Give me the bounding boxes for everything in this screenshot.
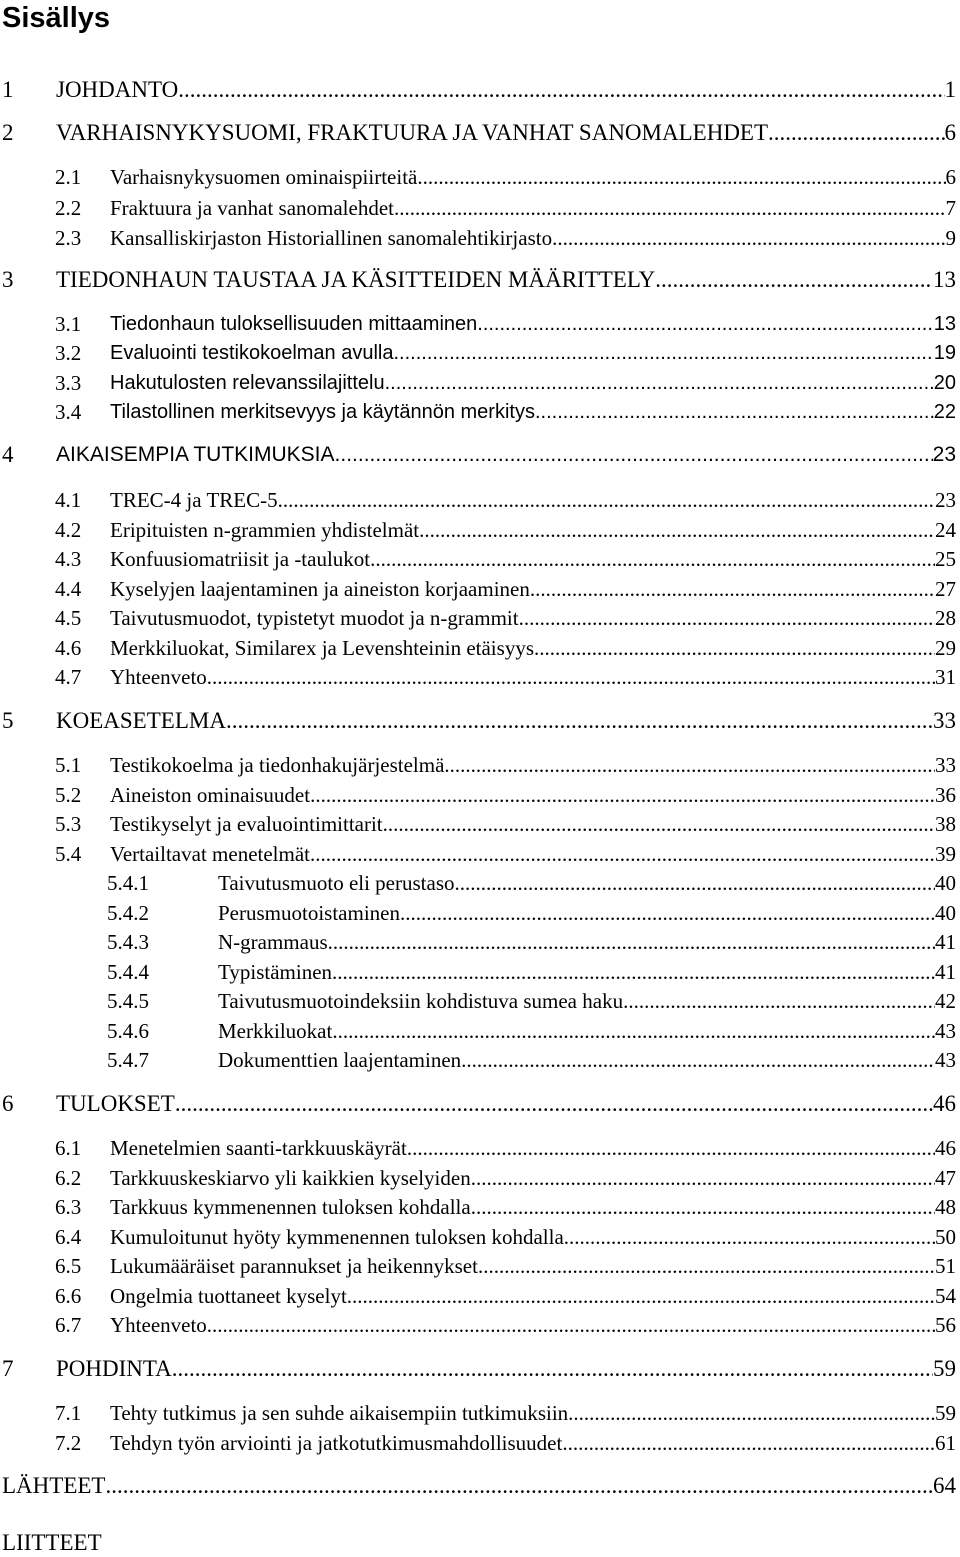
- toc-entry-section[interactable]: [0, 604, 956, 632]
- toc-number: 4.4: [55, 577, 82, 601]
- toc-page-number: 50: [935, 1225, 956, 1249]
- toc-page-number: 42: [935, 989, 956, 1013]
- toc-page-number: 6: [945, 165, 956, 189]
- toc-title: Hakutulosten relevanssilajittelu: [110, 372, 385, 394]
- toc-page-number: 33: [933, 708, 956, 733]
- toc-page-number: 24: [935, 518, 956, 542]
- toc-title: Testikokoelma ja tiedonhakujärjestelmä: [110, 753, 445, 777]
- toc-page-number: 56: [935, 1313, 956, 1337]
- toc-title: Taivutusmuodot, typistetyt muodot ja n-grammit: [110, 606, 519, 630]
- toc-entry-section[interactable]: [0, 663, 956, 691]
- dot-leader: [471, 1193, 935, 1221]
- dot-leader: [530, 575, 935, 603]
- toc-title: Konfuusiomatriisit ja -taulukot: [110, 547, 371, 571]
- toc-number: 3: [2, 267, 14, 292]
- toc-title: VARHAISNYKYSUOMI, FRAKTUURA JA VANHAT SANOMALEHDET: [56, 120, 769, 145]
- dot-leader: [519, 604, 935, 632]
- toc-title: Yhteenveto: [110, 665, 207, 689]
- toc-number: 5.1: [55, 753, 82, 777]
- dot-leader: [552, 224, 945, 252]
- toc-title: Tarkkuus kymmenennen tuloksen kohdalla: [110, 1195, 471, 1219]
- dot-leader: [207, 663, 935, 691]
- toc-entry-subsection[interactable]: [0, 869, 956, 897]
- toc-title: N-grammaus: [218, 930, 328, 954]
- toc-title: Tiedonhaun tuloksellisuuden mittaaminen: [110, 313, 478, 335]
- toc-page-number: 29: [935, 636, 956, 660]
- toc-number: 4.1: [55, 488, 82, 512]
- toc-title: Fraktuura ja vanhat sanomalehdet: [110, 196, 394, 220]
- toc-number: 7.1: [55, 1401, 82, 1425]
- toc-title: Taivutusmuotoindeksiin kohdistuva sumea haku: [218, 989, 624, 1013]
- dot-leader: [478, 1252, 935, 1280]
- toc-title: Eripituisten n-grammien yhdistelmät: [110, 518, 420, 542]
- toc-number: 6.5: [55, 1254, 82, 1278]
- toc-entry-chapter[interactable]: [0, 1090, 956, 1118]
- dot-leader: [105, 1472, 933, 1500]
- toc-entry-subsection[interactable]: [0, 899, 956, 927]
- toc-number: 4: [2, 442, 14, 467]
- toc-number: 6.7: [55, 1313, 82, 1337]
- toc-title: LIITTEET: [2, 1530, 102, 1555]
- toc-number: 6: [2, 1091, 14, 1116]
- toc-page-number: 59: [935, 1401, 956, 1425]
- toc-page-number: 23: [935, 488, 956, 512]
- dot-leader: [534, 634, 935, 662]
- toc-title: KOEASETELMA: [56, 708, 226, 733]
- toc-number: 4.2: [55, 518, 82, 542]
- toc-entry-section[interactable]: [0, 1282, 956, 1310]
- dot-leader: [417, 163, 945, 191]
- dot-leader: [347, 1282, 935, 1310]
- toc-page-number: 61: [935, 1431, 956, 1455]
- toc-number: 2.3: [55, 226, 82, 250]
- toc-title: Testikyselyt ja evaluointimittarit: [110, 812, 383, 836]
- dot-leader: [394, 194, 946, 222]
- toc-number: 6.3: [55, 1195, 82, 1219]
- dot-leader: [444, 751, 935, 779]
- dot-leader: [207, 1311, 935, 1339]
- dot-leader: [370, 545, 935, 573]
- toc-entry-section[interactable]: [0, 1429, 956, 1457]
- toc-title: Kumuloitunut hyöty kymmenennen tuloksen kohdalla: [110, 1225, 564, 1249]
- toc-entry-chapter[interactable]: [0, 707, 956, 735]
- dot-leader: [562, 1429, 935, 1457]
- toc-entry-subsection[interactable]: [0, 958, 956, 986]
- toc-entry-section[interactable]: [0, 516, 956, 544]
- toc-page-number: 48: [935, 1195, 956, 1219]
- toc-title: Vertailtavat menetelmät: [110, 842, 310, 866]
- dot-leader: [564, 1223, 935, 1251]
- dot-leader: [310, 840, 935, 868]
- toc-page-number: 40: [935, 871, 956, 895]
- toc-title: Tilastollinen merkitsevyys ja käytännön merkitys: [110, 401, 535, 423]
- toc-title: Evaluointi testikokoelman avulla: [110, 342, 394, 364]
- toc-number: 5.4.7: [107, 1048, 149, 1072]
- toc-number: 7.2: [55, 1431, 82, 1455]
- toc-entry-appendices[interactable]: [0, 1529, 956, 1557]
- toc-title: Kyselyjen laajentaminen ja aineiston korjaaminen: [110, 577, 530, 601]
- toc-page-number: 33: [935, 753, 956, 777]
- dot-leader: [394, 339, 934, 367]
- toc-entry-section[interactable]: [0, 751, 956, 779]
- toc-page-number: 54: [935, 1284, 956, 1308]
- toc-page-number: 7: [945, 196, 956, 220]
- toc-page-number: 41: [935, 960, 956, 984]
- toc-page-number: 6: [944, 120, 956, 145]
- toc-number: 2.2: [55, 196, 82, 220]
- dot-leader: [568, 1399, 935, 1427]
- dot-leader: [328, 928, 935, 956]
- toc-number: 4.7: [55, 665, 82, 689]
- toc-entry-subsection[interactable]: [0, 928, 956, 956]
- toc-number: 2.1: [55, 165, 82, 189]
- toc-page-number: 25: [935, 547, 956, 571]
- toc-title: Varhaisnykysuomen ominaispiirteitä: [110, 165, 418, 189]
- toc-page-number: 28: [935, 606, 956, 630]
- toc-entry-section[interactable]: [0, 310, 956, 338]
- toc-entry-section[interactable]: [0, 224, 956, 252]
- toc-entry-chapter[interactable]: [0, 1355, 956, 1383]
- toc-entry-section[interactable]: [0, 1311, 956, 1339]
- toc-page-number: 1: [944, 77, 956, 102]
- toc-page-number: 43: [935, 1048, 956, 1072]
- toc-entry-section[interactable]: [0, 369, 956, 397]
- dot-leader: [768, 119, 944, 147]
- toc-page-number: 46: [935, 1136, 956, 1160]
- toc-entry-section[interactable]: [0, 1164, 956, 1192]
- toc-page-number: 40: [935, 901, 956, 925]
- toc-title: Yhteenveto: [110, 1313, 207, 1337]
- dot-leader: [383, 810, 935, 838]
- dot-leader: [172, 1355, 933, 1383]
- toc-entry-section[interactable]: [0, 1193, 956, 1221]
- toc-entry-section[interactable]: [0, 781, 956, 809]
- toc-number: 5: [2, 708, 14, 733]
- dot-leader: [332, 1017, 935, 1045]
- toc-page-number: 22: [933, 401, 956, 423]
- dot-leader: [175, 1090, 933, 1118]
- toc-title: Taivutusmuoto eli perustaso: [218, 871, 455, 895]
- toc-title: Tehdyn työn arviointi ja jatkotutkimusmahdollisuudet: [110, 1431, 563, 1455]
- toc-number: 3.1: [55, 312, 82, 336]
- dot-leader: [407, 1134, 935, 1162]
- toc-title: TULOKSET: [56, 1091, 175, 1116]
- toc-entry-chapter[interactable]: [0, 119, 956, 147]
- toc-title: POHDINTA: [56, 1356, 172, 1381]
- toc-title: AIKAISEMPIA TUTKIMUKSIA: [56, 443, 335, 466]
- toc-page-number: 38: [935, 812, 956, 836]
- dot-leader: [471, 1164, 935, 1192]
- toc-title: TREC-4 ja TREC-5: [110, 488, 278, 512]
- toc-number: 6.2: [55, 1166, 82, 1190]
- toc-page-number: 64: [933, 1473, 956, 1498]
- page-title: Sisällys: [2, 2, 111, 34]
- dot-leader: [461, 1046, 935, 1074]
- toc-title: Perusmuotoistaminen: [218, 901, 400, 925]
- toc-title: Typistäminen: [218, 960, 333, 984]
- toc-page-number: 19: [933, 342, 956, 364]
- toc-number: 5.4.3: [107, 930, 149, 954]
- toc-entry-subsection[interactable]: [0, 1046, 956, 1074]
- toc-title: Aineiston ominaisuudet: [110, 783, 311, 807]
- toc-number: 5.2: [55, 783, 82, 807]
- dot-leader: [178, 76, 944, 104]
- toc-entry-subsection[interactable]: [0, 987, 956, 1015]
- dot-leader: [535, 398, 934, 426]
- toc-entry-section[interactable]: [0, 339, 956, 367]
- dot-leader: [419, 516, 935, 544]
- toc-entry-chapter[interactable]: [0, 76, 956, 104]
- toc-entry-chapter[interactable]: [0, 266, 956, 294]
- toc-entry-references[interactable]: [0, 1472, 956, 1500]
- toc-number: 5.4: [55, 842, 82, 866]
- dot-leader: [226, 707, 933, 735]
- toc-title: Tehty tutkimus ja sen suhde aikaisempiin tutkimuksiin: [110, 1401, 569, 1425]
- toc-number: 5.4.4: [107, 960, 149, 984]
- toc-title: Merkkiluokat, Similarex ja Levenshteinin etäisyys: [110, 636, 534, 660]
- toc-number: 5.3: [55, 812, 82, 836]
- toc-page-number: 20: [933, 372, 956, 394]
- toc-entry-section[interactable]: [0, 545, 956, 573]
- toc-page-number: 59: [933, 1356, 956, 1381]
- dot-leader: [335, 441, 933, 469]
- dot-leader: [400, 899, 935, 927]
- toc-title: Tarkkuuskeskiarvo yli kaikkien kyselyiden: [110, 1166, 471, 1190]
- toc-page-number: 46: [933, 1091, 956, 1116]
- toc-page-number: 13: [933, 313, 956, 335]
- dot-leader: [385, 369, 934, 397]
- toc-entry-section[interactable]: [0, 1134, 956, 1162]
- dot-leader: [310, 781, 935, 809]
- toc-number: 2: [2, 120, 14, 145]
- toc-entry-section[interactable]: [0, 575, 956, 603]
- toc-title: Merkkiluokat: [218, 1019, 333, 1043]
- toc-entry-section[interactable]: [0, 194, 956, 222]
- toc-page-number: 27: [935, 577, 956, 601]
- toc-number: 6.6: [55, 1284, 82, 1308]
- toc-number: 3.4: [55, 400, 82, 424]
- toc-entry-subsection[interactable]: [0, 1017, 956, 1045]
- toc-number: 3.2: [55, 341, 82, 365]
- toc-page-number: 41: [935, 930, 956, 954]
- toc-number: 7: [2, 1356, 14, 1381]
- dot-leader: [655, 266, 933, 294]
- toc-number: 4.5: [55, 606, 82, 630]
- toc-title: TIEDONHAUN TAUSTAA JA KÄSITTEIDEN MÄÄRITTELY: [56, 267, 656, 292]
- toc-number: 3.3: [55, 371, 82, 395]
- toc-entry-section[interactable]: [0, 398, 956, 426]
- dot-leader: [477, 310, 933, 338]
- toc-page-number: 47: [935, 1166, 956, 1190]
- toc-entry-section[interactable]: [0, 1399, 956, 1427]
- dot-leader: [455, 869, 936, 897]
- toc-entry-section[interactable]: [0, 486, 956, 514]
- toc-number: 5.4.5: [107, 989, 149, 1013]
- toc-entry-section[interactable]: [0, 840, 956, 868]
- toc-number: 4.3: [55, 547, 82, 571]
- toc-title: Kansalliskirjaston Historiallinen sanomalehtikirjasto: [110, 226, 553, 250]
- toc-entry-chapter[interactable]: [0, 441, 956, 469]
- dot-leader: [623, 987, 935, 1015]
- toc-page-number: 13: [933, 267, 956, 292]
- toc-title: Menetelmien saanti-tarkkuuskäyrät: [110, 1136, 407, 1160]
- dot-leader: [332, 958, 935, 986]
- toc-number: 5.4.1: [107, 871, 149, 895]
- toc-entry-section[interactable]: [0, 1252, 956, 1280]
- toc-title: Dokumenttien laajentaminen: [218, 1048, 462, 1072]
- toc-number: 6.4: [55, 1225, 82, 1249]
- toc-entry-section[interactable]: [0, 634, 956, 662]
- dot-leader: [278, 486, 935, 514]
- toc-number: 6.1: [55, 1136, 82, 1160]
- toc-page-number: 31: [935, 665, 956, 689]
- toc-page-number: 36: [935, 783, 956, 807]
- toc-number: 4.6: [55, 636, 82, 660]
- toc-number: 5.4.2: [107, 901, 149, 925]
- toc-entry-section[interactable]: [0, 163, 956, 191]
- toc-page-number: 9: [945, 226, 956, 250]
- toc-title: LÄHTEET: [2, 1473, 106, 1498]
- toc-title: Lukumääräiset parannukset ja heikennykset: [110, 1254, 478, 1278]
- toc-title: Ongelmia tuottaneet kyselyt: [110, 1284, 347, 1308]
- toc-number: 5.4.6: [107, 1019, 149, 1043]
- toc-page-number: 43: [935, 1019, 956, 1043]
- toc-number: 1: [2, 77, 14, 102]
- toc-page-number: 51: [935, 1254, 956, 1278]
- toc-entry-section[interactable]: [0, 1223, 956, 1251]
- toc-entry-section[interactable]: [0, 810, 956, 838]
- toc-title: JOHDANTO: [56, 77, 179, 102]
- toc-page-number: 23: [932, 443, 956, 466]
- toc-page-number: 39: [935, 842, 956, 866]
